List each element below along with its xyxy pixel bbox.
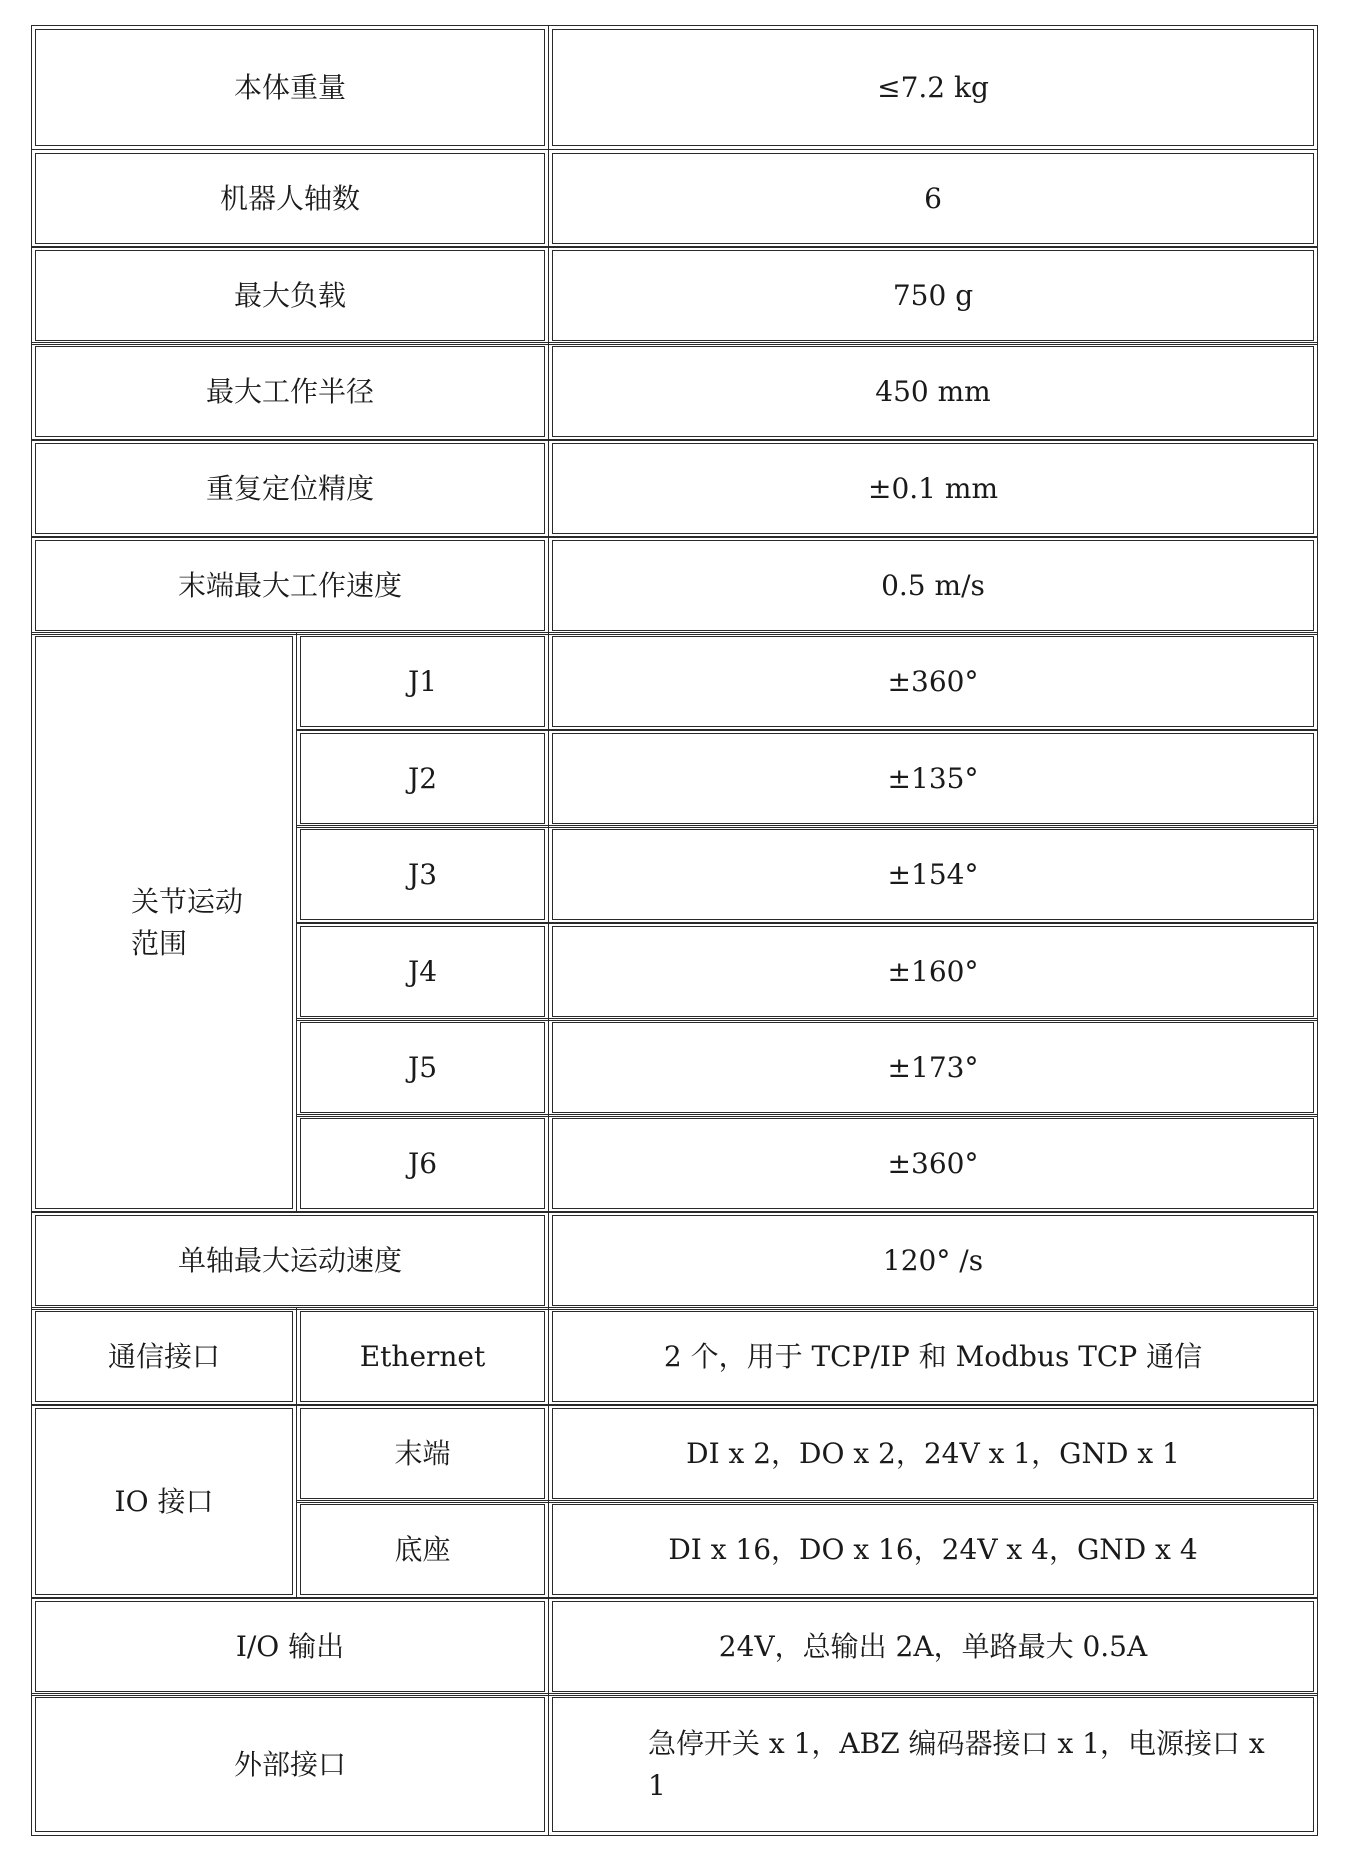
io-name-base: 底座 [300,1504,545,1595]
label-axes: 机器人轴数 [35,153,545,244]
value-payload: 750 g [552,250,1314,341]
label-io: IO 接口 [35,1408,293,1595]
label-external: 外部接口 [35,1697,545,1832]
joint-name-j6: J6 [300,1118,545,1209]
label-repeatability: 重复定位精度 [35,443,545,534]
io-name-end: 末端 [300,1408,545,1499]
label-payload: 最大负载 [35,250,545,341]
joint-value-j5: ±173° [552,1022,1314,1113]
label-radius: 最大工作半径 [35,346,545,437]
joint-name-j5: J5 [300,1022,545,1113]
io-value-end: DI x 2，DO x 2，24V x 1，GND x 1 [552,1408,1314,1499]
joint-name-j2: J2 [300,733,545,824]
io-value-base: DI x 16，DO x 16，24V x 4，GND x 4 [552,1504,1314,1595]
joint-value-j6: ±360° [552,1118,1314,1209]
joint-value-j3: ±154° [552,829,1314,920]
joint-value-j1: ±360° [552,636,1314,727]
joint-value-j4: ±160° [552,926,1314,1017]
joint-name-j1: J1 [300,636,545,727]
value-tcp-speed: 0.5 m/s [552,540,1314,631]
sub-comm: Ethernet [300,1311,545,1402]
label-tcp-speed: 末端最大工作速度 [35,540,545,631]
value-weight: ≤7.2 kg [552,29,1314,146]
value-axis-speed: 120° /s [552,1215,1314,1306]
value-comm: 2 个，用于 TCP/IP 和 Modbus TCP 通信 [552,1311,1314,1402]
label-weight: 本体重量 [35,29,545,146]
joint-name-j4: J4 [300,926,545,1017]
value-radius: 450 mm [552,346,1314,437]
label-joint-range: 关节运动范围 [35,636,293,1209]
value-repeatability: ±0.1 mm [552,443,1314,534]
joint-name-j3: J3 [300,829,545,920]
label-comm: 通信接口 [35,1311,293,1402]
label-io-output: I/O 输出 [35,1601,545,1692]
value-axes: 6 [552,153,1314,244]
label-axis-speed: 单轴最大运动速度 [35,1215,545,1306]
value-io-output: 24V，总输出 2A，单路最大 0.5A [552,1601,1314,1692]
joint-value-j2: ±135° [552,733,1314,824]
value-external: 急停开关 x 1，ABZ 编码器接口 x 1，电源接口 x 1 [552,1697,1314,1832]
